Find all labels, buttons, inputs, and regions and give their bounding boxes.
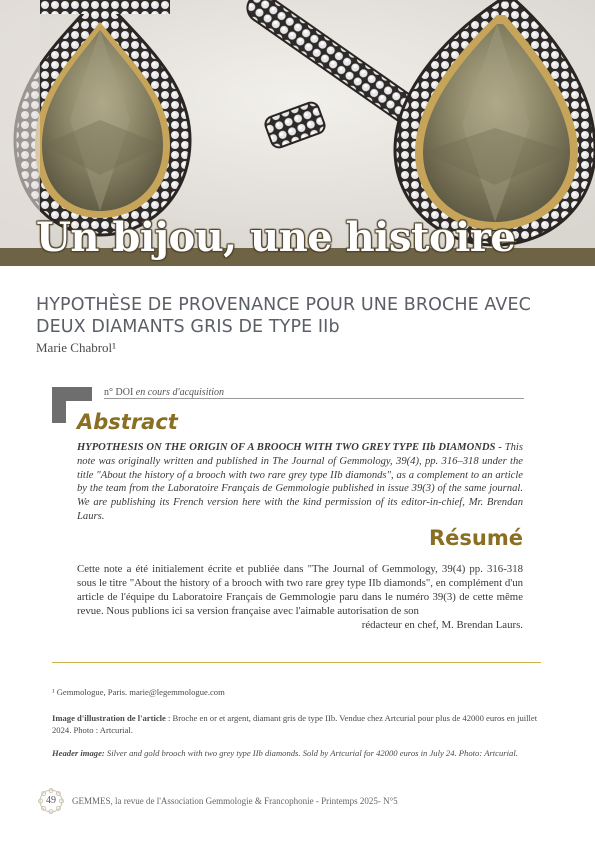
section-divider	[52, 662, 541, 663]
abstract-body	[77, 441, 523, 524]
abstract-lead: HYPOTHESIS ON THE ORIGIN OF A BROOCH WITH TWO GREY TYPE IIb DIAMONDS -	[77, 442, 502, 453]
header-photo-brooch	[0, 0, 595, 248]
resume-text: Cette note a été initialement écrite et publiée dans "The Journal of Gemmology, 39(4) pp. 316-318 sous le titre "About the history of a brooch with two rare grey type IIb diamonds", en complément d'un article de l'équipe du Laboratoire Français de Gemmologie paru dans le numéro 39(3) de cette même revue. Nous publions ici sa version française avec l'aimable autorisation de son	[77, 563, 523, 618]
brooch-illustration	[0, 0, 595, 248]
author-footnote: ¹ Gemmologue, Paris. marie@legemmologue.com	[52, 687, 225, 697]
header-caption-text: Silver and gold brooch with two grey type IIb diamonds. Sold by Artcurial for 42000 euros in July 24. Photo: Artcurial.	[104, 748, 518, 758]
abstract-text: This note was originally written and published in The Journal of Gemmology, 39(4), pp. 316–318 under the title "About the history of a brooch with two rare grey type IIb diamonds", as a complement to an article by the team from the Laboratoire Français de Gemmologie published in issue 39(3) of the same journal. We are publishing its French version here with the kind permission of its editor-in-chief, Mr. Brendan Laurs.	[77, 442, 523, 522]
series-title: Un bijou, une histoire	[36, 214, 516, 261]
doi-divider	[104, 398, 524, 399]
resume-last-line: rédacteur en chef, M. Brendan Laurs.	[361, 619, 523, 632]
header-image-caption	[52, 747, 544, 759]
doi-label: n° DOI	[104, 387, 134, 398]
resume-heading: Résumé	[429, 526, 523, 550]
page-number: 49	[46, 795, 56, 806]
header-caption-label: Header image:	[52, 748, 105, 758]
image-caption-text: : Broche en or et argent, diamant gris de type IIb. Vendue chez Artcurial pour plus de 42000 euros en juillet 2024. Photo : Artcurial.	[52, 713, 538, 735]
article-title: HYPOTHÈSE DE PROVENANCE POUR UNE BROCHE AVEC DEUX DIAMANTS GRIS DE TYPE IIb	[36, 295, 531, 337]
image-caption	[52, 712, 544, 736]
doi-line	[104, 387, 224, 398]
abstract-heading: Abstract	[77, 410, 178, 434]
corner-bracket-decoration	[52, 387, 66, 423]
doi-status: en cours d'acquisition	[135, 387, 225, 398]
resume-body	[77, 562, 523, 632]
footer-journal-line: GEMMES, la revue de l'Association Gemmologie & Francophonie - Printemps 2025- N°5	[72, 796, 398, 806]
image-caption-label: Image d'illustration de l'article	[52, 713, 166, 723]
author-name: Marie Chabrol¹	[36, 340, 117, 355]
